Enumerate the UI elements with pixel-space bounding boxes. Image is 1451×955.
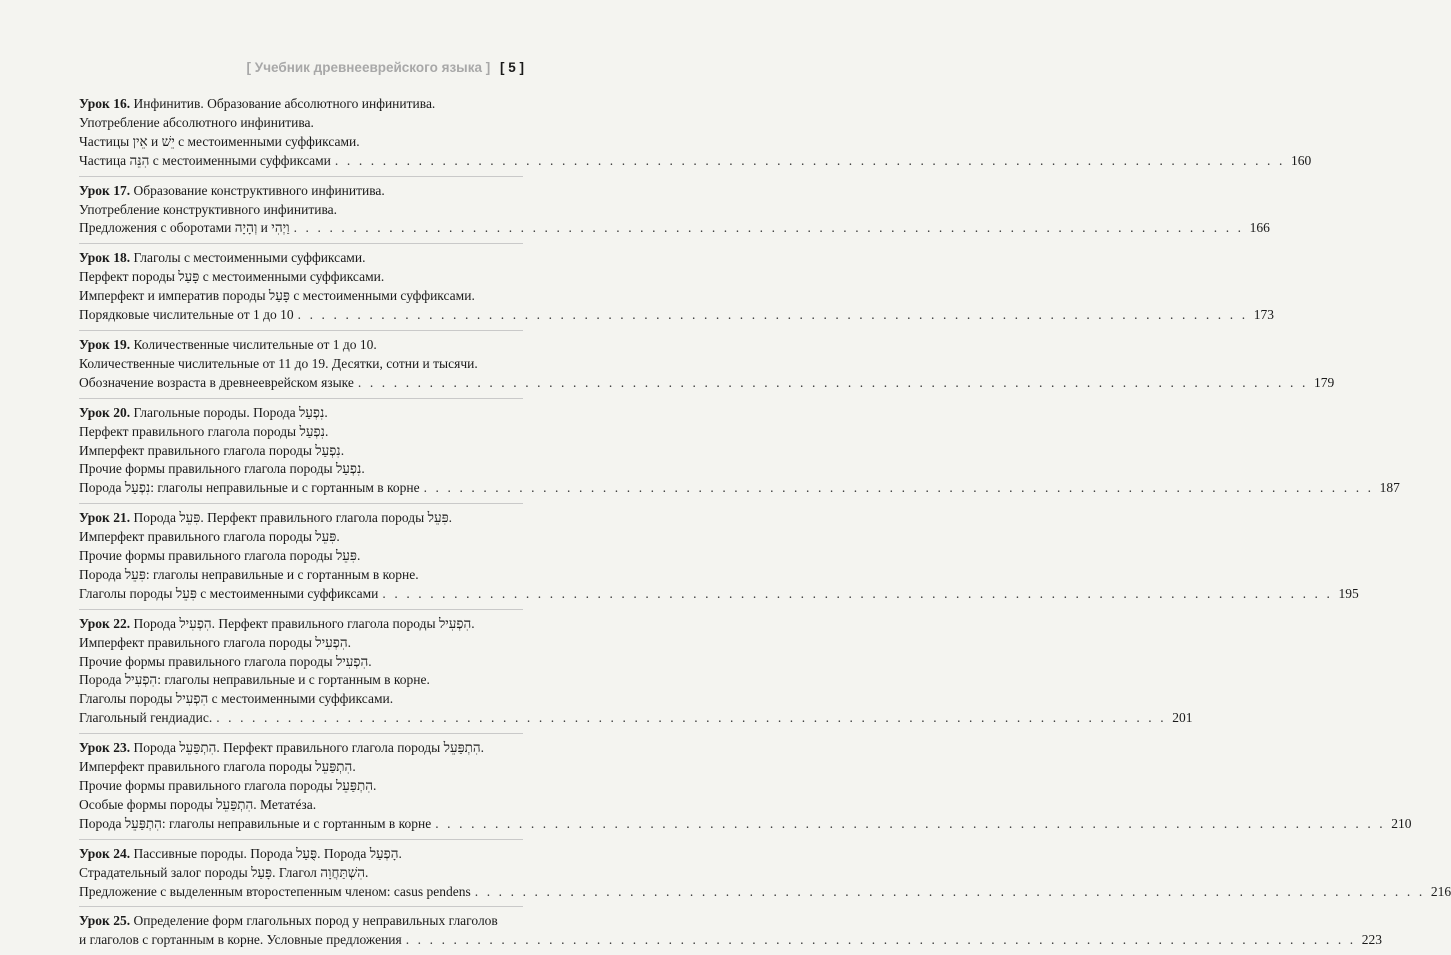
toc-entry-line	[79, 114, 523, 133]
toc-entry-line	[79, 336, 523, 355]
lesson-label: Урок 20.	[79, 404, 131, 420]
dot-leader: . . . . . . . . . . . . . . . . . . . . . . . . . . . . . . . . . . . . . . . . . . . . . . . . . . . . . . . . . . . . . . . . . . . . . . . . . . . . . . . .	[334, 152, 1285, 168]
dot-leader: . . . . . . . . . . . . . . . . . . . . . . . . . . . . . . . . . . . . . . . . . . . . . . . . . . . . . . . . . . . . . . . . . . . . . . . . . . . . . . . .	[405, 932, 1356, 948]
dot-leader: . . . . . . . . . . . . . . . . . . . . . . . . . . . . . . . . . . . . . . . . . . . . . . . . . . . . . . . . . . . . . . . . . . . . . . . . . . . . . . . .	[435, 815, 1386, 831]
toc-line-text	[79, 709, 212, 728]
toc-line-text-content: Прочие формы правильного глагола породы נִפְעַל.	[79, 461, 365, 477]
toc-entry-line	[79, 864, 523, 883]
toc-line-text	[79, 306, 294, 325]
toc-line-text-content: Прочие формы правильного глагола породы הִתְפַּעֵל.	[79, 778, 377, 793]
toc-line-text-content: Пассивные породы. Порода פֻּעַל. Порода הָפְעַל.	[133, 845, 402, 861]
toc-line-text-content: Особые формы породы הִתְפַּעֵל. Метатéза.	[79, 796, 317, 812]
toc-entry-line	[79, 758, 523, 777]
toc-line-text-content: Глагольный гендиадис.	[79, 710, 213, 726]
toc-line-text	[79, 152, 331, 171]
toc-entry-line	[79, 287, 523, 306]
toc-entry-last-line	[79, 883, 1451, 902]
toc-line-text-content: Частицы אֵין и יֵשׁ с местоименными суффиксами.	[79, 133, 360, 149]
toc-line-text-content: Имперфект правильного глагола породы נִפְעַל.	[79, 442, 345, 458]
lesson-label: Урок 19.	[79, 336, 131, 352]
toc-line-text	[79, 931, 402, 950]
toc-entry-line	[79, 615, 523, 634]
lesson-label: Урок 18.	[79, 250, 131, 266]
toc-entry-line	[79, 423, 523, 442]
lesson-label: Урок 17.	[79, 182, 131, 198]
table-of-contents	[79, 90, 1451, 955]
dot-leader: . . . . . . . . . . . . . . . . . . . . . . . . . . . . . . . . . . . . . . . . . . . . . . . . . . . . . . . . . . . . . . . . . . . . . . . . . . . . . . . .	[423, 480, 1374, 496]
running-header	[247, 60, 524, 75]
toc-entry-line	[79, 547, 523, 566]
toc-line-text-content: Перфект породы פָּעַל с местоименными суффиксами.	[79, 269, 385, 285]
toc-entry-last-line	[79, 219, 1270, 238]
dot-leader: . . . . . . . . . . . . . . . . . . . . . . . . . . . . . . . . . . . . . . . . . . . . . . . . . . . . . . . . . . . . . . . . . . . . . . . . . . . . . . . .	[474, 883, 1425, 899]
page-reference: 187	[1379, 480, 1400, 496]
toc-line-text-content: Употребление конструктивного инфинитива.	[79, 201, 338, 217]
toc-line-text-content: Определение форм глагольных пород у неправильных глаголов	[133, 913, 498, 929]
toc-line-text-content: Употребление абсолютного инфинитива.	[79, 114, 314, 130]
toc-line-text-content: Глагольные породы. Порода נִפְעַל.	[133, 404, 328, 420]
dot-leader: . . . . . . . . . . . . . . . . . . . . . . . . . . . . . . . . . . . . . . . . . . . . . . . . . . . . . . . . . . . . . . . . . . . . . . . . . . . . . . . .	[357, 374, 1308, 390]
page-number: [ 5 ]	[499, 60, 524, 75]
toc-entry-line	[79, 442, 523, 461]
dot-leader: . . . . . . . . . . . . . . . . . . . . . . . . . . . . . . . . . . . . . . . . . . . . . . . . . . . . . . . . . . . . . . . . . . . . . . . . . . . . . . . .	[382, 585, 1333, 601]
page-reference: 173	[1253, 307, 1274, 323]
dot-leader: . . . . . . . . . . . . . . . . . . . . . . . . . . . . . . . . . . . . . . . . . . . . . . . . . . . . . . . . . . . . . . . . . . . . . . . . . . . . . . . .	[216, 710, 1167, 726]
toc-line-text	[79, 883, 471, 902]
page-reference: 223	[1361, 932, 1383, 948]
page-reference: 160	[1290, 152, 1312, 168]
toc-line-text-content: Перфект правильного глагола породы נִפְעַל.	[79, 423, 329, 439]
toc-entry-last-line	[79, 374, 1335, 393]
toc-line-text	[79, 585, 378, 604]
toc-entry-line	[79, 355, 523, 374]
toc-entry	[79, 504, 1359, 610]
toc-line-text-content: Прочие формы правильного глагола породы הִפְעִיל.	[79, 653, 372, 669]
toc-line-text-content: Имперфект правильного глагола породы פִּעֵל.	[79, 529, 340, 545]
toc-line-text-content: Количественные числительные от 11 до 19. Десятки, сотни и тысячи.	[79, 355, 478, 371]
toc-entry-line	[79, 133, 523, 152]
toc-entry-last-line	[79, 815, 1412, 834]
lesson-label: Урок 25.	[79, 913, 131, 929]
toc-line-text-content: Имперфект правильного глагола породы הִפְעִיל.	[79, 634, 351, 650]
toc-entry-line	[79, 566, 523, 585]
toc-line-text-content: Страдательный залог породы פָּעַל. Глагол הִשְׁתַּחֲוָה.	[79, 864, 369, 880]
toc-entry-line	[79, 509, 523, 528]
toc-entry	[79, 244, 1274, 331]
toc-entry	[79, 610, 1193, 734]
page-reference: 201	[1172, 710, 1193, 726]
toc-entry-line	[79, 671, 523, 690]
toc-entry-line	[79, 268, 523, 287]
toc-entry-last-line	[79, 931, 1383, 950]
toc-line-text-content: Порода הִפְעִיל. Перфект правильного глагола породы הִפְעִיל.	[133, 615, 475, 631]
toc-line-text-content: Предложения с оборотами וְהָיָה и וַיְהִי	[79, 220, 290, 236]
toc-line-text-content: Порода נִפְעַל: глаголы неправильные и с гортанным в корне	[79, 480, 420, 496]
toc-line-text	[79, 374, 354, 393]
toc-entry-line	[79, 201, 523, 220]
toc-entry-line	[79, 653, 523, 672]
toc-line-text-content: Образование конструктивного инфинитива.	[133, 182, 385, 198]
toc-entry-line	[79, 796, 523, 815]
toc-entry	[79, 331, 1335, 399]
toc-line-text-content: Глаголы породы פִּעֵל с местоименными суффиксами	[79, 585, 379, 601]
toc-entry-line	[79, 845, 523, 864]
page-reference: 216	[1430, 883, 1451, 899]
toc-line-text-content: Имперфект и императив породы פָּעַל с местоименными суффиксами.	[79, 288, 475, 304]
toc-entry	[79, 734, 1412, 840]
toc-entry-last-line	[79, 152, 1312, 171]
toc-line-text-content: Частица הִנֵּה с местоименными суффиксами	[79, 152, 331, 168]
toc-entry-line	[79, 182, 523, 201]
toc-line-text-content: Предложение с выделенным второстепенным членом: casus pendens	[79, 883, 471, 899]
lesson-label: Урок 21.	[79, 510, 131, 526]
toc-entry-line	[79, 460, 523, 479]
toc-entry-line	[79, 777, 523, 796]
lesson-label: Урок 22.	[79, 615, 131, 631]
toc-line-text-content: Инфинитив. Образование абсолютного инфинитива.	[133, 96, 436, 111]
toc-line-text-content: Порода פִּעֵל. Перфект правильного глагола породы פִּעֵל.	[133, 510, 453, 526]
toc-entry-line	[79, 528, 523, 547]
lesson-label: Урок 24.	[79, 845, 131, 861]
toc-entry-line	[79, 690, 523, 709]
lesson-label: Урок 16.	[79, 96, 131, 111]
page-reference: 195	[1338, 585, 1359, 601]
toc-entry	[79, 399, 1400, 505]
toc-line-text-content: Порода הִתְפַּעֵל: глаголы неправильные и с гортанным в корне	[79, 815, 432, 831]
toc-entry	[79, 907, 1383, 955]
toc-line-text-content: Порода פִּעֵל: глаголы неправильные и с гортанным в корне.	[79, 566, 419, 582]
toc-entry-last-line	[79, 306, 1274, 325]
toc-line-text-content: Имперфект правильного глагола породы הִתְפַּעֵל.	[79, 759, 356, 775]
page-reference: 166	[1249, 220, 1270, 236]
dot-leader: . . . . . . . . . . . . . . . . . . . . . . . . . . . . . . . . . . . . . . . . . . . . . . . . . . . . . . . . . . . . . . . . . . . . . . . . . . . . . . . .	[293, 220, 1244, 236]
toc-line-text	[79, 815, 431, 834]
toc-entry-line	[79, 634, 523, 653]
toc-line-text-content: Прочие формы правильного глагола породы פִּעֵל.	[79, 548, 361, 564]
toc-entry-last-line	[79, 585, 1359, 604]
toc-entry	[79, 177, 1270, 245]
dot-leader: . . . . . . . . . . . . . . . . . . . . . . . . . . . . . . . . . . . . . . . . . . . . . . . . . . . . . . . . . . . . . . . . . . . . . . . . . . . . . . . .	[297, 307, 1248, 323]
lesson-label: Урок 23.	[79, 740, 131, 756]
toc-line-text-content: Количественные числительные от 1 до 10.	[133, 336, 377, 352]
toc-line-text	[79, 219, 290, 238]
toc-line-text-content: Порода הִפְעִיל: глаголы неправильные и с гортанным в корне.	[79, 672, 430, 688]
page-reference: 179	[1313, 374, 1335, 390]
toc-line-text-content: Порода הִתְפַּעֵל. Перфект правильного глагола породы הִתְפַּעֵל.	[133, 740, 485, 756]
toc-entry	[79, 90, 1312, 177]
toc-line-text-content: Порядковые числительные от 1 до 10	[79, 307, 294, 323]
toc-entry-line	[79, 739, 523, 758]
toc-line-text	[79, 479, 420, 498]
toc-line-text-content: и глаголов с гортанным в корне. Условные предложения	[79, 932, 402, 948]
toc-line-text-content: Глаголы с местоименными суффиксами.	[133, 250, 366, 266]
page-reference: 210	[1391, 815, 1412, 831]
toc-entry-line	[79, 404, 523, 423]
toc-entry	[79, 840, 1451, 908]
toc-entry-line	[79, 95, 523, 114]
toc-entry-line	[79, 249, 523, 268]
toc-line-text-content: Обозначение возраста в древнееврейском языке	[79, 374, 354, 390]
book-title: [ Учебник древнееврейского языка ]	[246, 60, 491, 75]
toc-entry-last-line	[79, 709, 1193, 728]
toc-entry-last-line	[79, 479, 1400, 498]
toc-entry-line	[79, 912, 523, 931]
toc-line-text-content: Глаголы породы הִפְעִיל с местоименными суффиксами.	[79, 691, 394, 707]
